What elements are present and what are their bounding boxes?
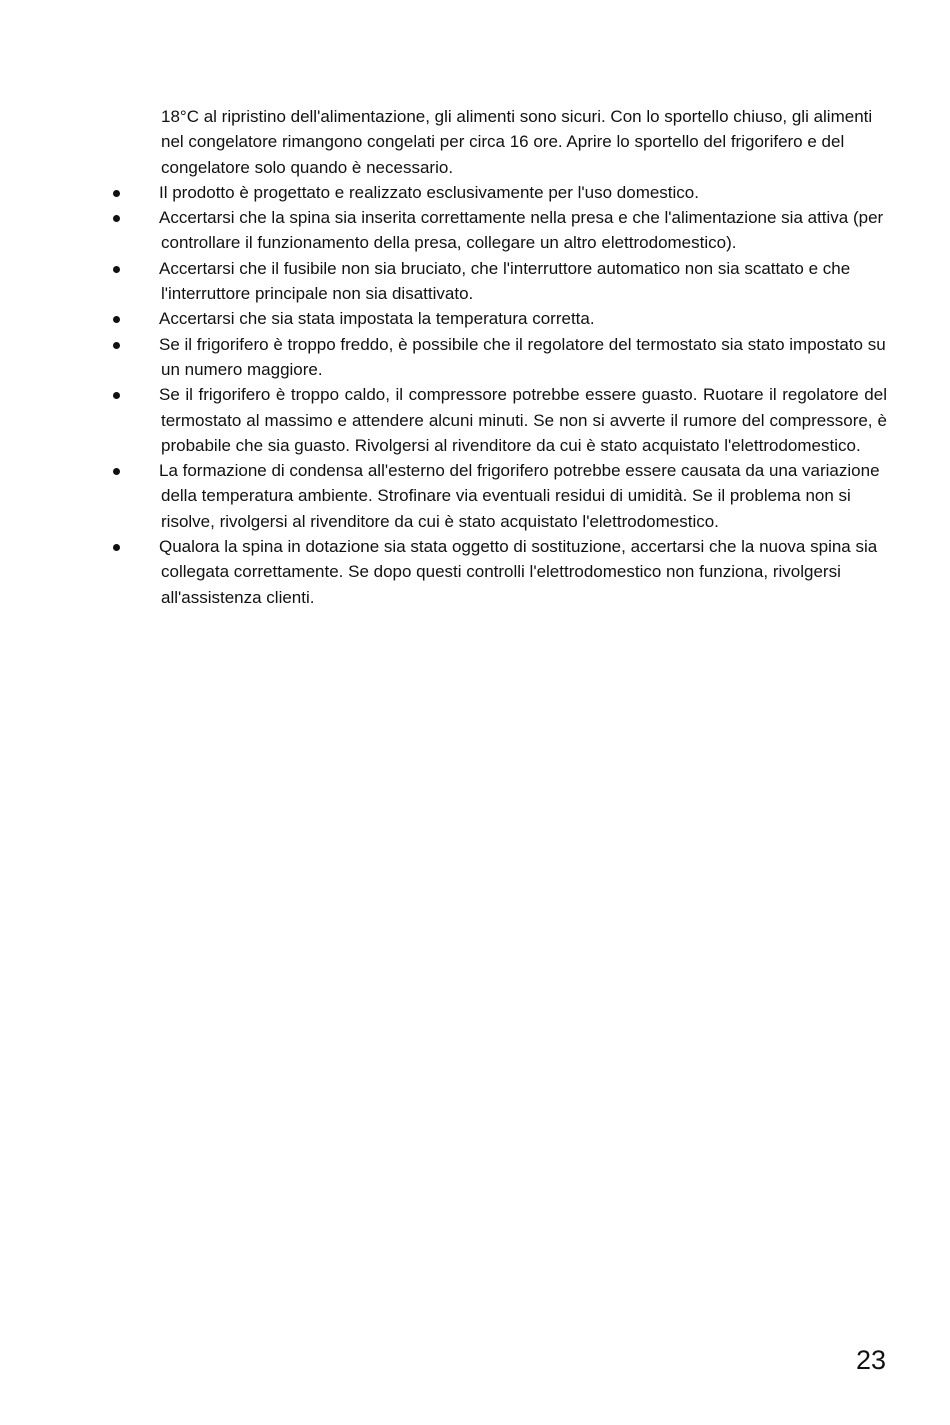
continuation-paragraph: 18°C al ripristino dell'alimentazione, gli alimenti sono sicuri. Con lo sportello chiuso, gli alimenti nel congelatore rimangono congelati per circa 16 ore. Aprire lo sportello del frigorifero e del congelatore solo quando è necessario. [161, 107, 873, 177]
list-item-text: Se il frigorifero è troppo caldo, il compressore potrebbe essere guasto. Ruotare il regolatore del termostato al massimo e attendere alcuni minuti. Se non si avverte il rumore del compressore, è probabile che sia guasto. Rivolgersi al rivenditore da cui è stato acquistato l'elettrodomestico. [159, 385, 887, 455]
list-item-text: Il prodotto è progettato e realizzato esclusivamente per l'uso domestico. [159, 182, 699, 202]
list-item [0, 180, 950, 205]
bullet-icon [113, 544, 120, 551]
bullet-icon [113, 190, 120, 197]
list-item-text: Accertarsi che la spina sia inserita correttamente nella presa e che l'alimentazione sia attiva (per controllare il funzionamento della presa, collegare un altro elettrodomestico). [159, 208, 884, 253]
bullet-icon [113, 266, 120, 273]
list-item [0, 332, 950, 383]
bullet-icon [113, 392, 120, 399]
list-item [0, 534, 950, 610]
list-item-text: La formazione di condensa all'esterno del frigorifero potrebbe essere causata da una variazione della temperatura ambiente. Strofinare via eventuali residui di umidità. Se il problema non si risolve, rivolgersi al rivenditore da cui è stato acquistato l'elettrodomestico. [159, 461, 880, 531]
page-number: 23 [855, 1345, 886, 1375]
list-item-text: Se il frigorifero è troppo freddo, è possibile che il regolatore del termostato sia stato impostato su un numero maggiore. [159, 334, 886, 379]
list-item [0, 458, 950, 534]
page-content [0, 104, 950, 610]
bullet-icon [113, 468, 120, 475]
list-item [0, 306, 950, 331]
bullet-icon [113, 215, 120, 222]
list-item [0, 382, 950, 458]
list-item-text: Qualora la spina in dotazione sia stata oggetto di sostituzione, accertarsi che la nuova spina sia collegata correttamente. Se dopo questi controlli l'elettrodomestico non funziona, rivolgersi all'assistenza clienti. [159, 537, 878, 607]
list-item-text: Accertarsi che il fusibile non sia bruciato, che l'interruttore automatico non sia scattato e che l'interruttore principale non sia disattivato. [159, 258, 851, 304]
bullet-icon [113, 316, 120, 323]
list-item [0, 205, 950, 256]
list-item-text: Accertarsi che sia stata impostata la temperatura corretta. [159, 309, 595, 329]
list-item [0, 256, 950, 307]
bullet-icon [113, 342, 120, 349]
